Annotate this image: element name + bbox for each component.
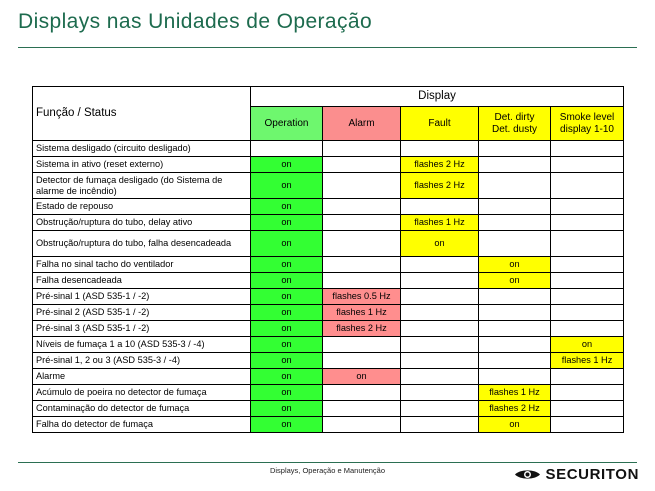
cell-smoke [551,173,624,199]
cell-dirty: on [479,417,551,433]
cell-fault [401,369,479,385]
cell-dirty [479,289,551,305]
cell-fault [401,401,479,417]
cell-smoke [551,401,624,417]
cell-smoke [551,231,624,257]
display-status-table-container [32,86,623,433]
brand-name: SECURITON [545,466,639,483]
cell-dirty [479,321,551,337]
brand-logo [514,466,639,483]
row-label: Obstrução/ruptura do tubo, falha desencadeada [33,231,251,257]
cell-fault [401,257,479,273]
row-label: Falha do detector de fumaça [33,417,251,433]
cell-dirty [479,305,551,321]
cell-fault [401,353,479,369]
cell-fault: flashes 2 Hz [401,173,479,199]
table-row [33,385,624,401]
cell-alarm: flashes 2 Hz [323,321,401,337]
cell-dirty [479,173,551,199]
cell-smoke [551,273,624,289]
header-display-group: Display [251,87,624,107]
cell-alarm: flashes 0.5 Hz [323,289,401,305]
cell-alarm [323,199,401,215]
cell-dirty: flashes 1 Hz [479,385,551,401]
cell-dirty [479,369,551,385]
table-row [33,353,624,369]
cell-dirty [479,231,551,257]
footer-caption: Displays, Operação e Manutenção [269,466,386,475]
cell-alarm [323,401,401,417]
cell-alarm [323,215,401,231]
cell-dirty [479,141,551,157]
cell-dirty: flashes 2 Hz [479,401,551,417]
header-operation: Operation [251,107,323,141]
row-label: Sistema in ativo (reset externo) [33,157,251,173]
cell-operation: on [251,321,323,337]
cell-fault: flashes 1 Hz [401,215,479,231]
table-header-group-row [33,87,624,107]
row-label: Pré-sinal 3 (ASD 535-1 / -2) [33,321,251,337]
cell-smoke [551,305,624,321]
cell-operation: on [251,173,323,199]
cell-operation: on [251,289,323,305]
cell-alarm [323,337,401,353]
cell-dirty [479,337,551,353]
cell-fault [401,305,479,321]
cell-operation: on [251,353,323,369]
cell-operation: on [251,257,323,273]
cell-smoke [551,141,624,157]
table-row [33,369,624,385]
header-smoke-level-line2: display 1-10 [560,123,614,135]
row-label: Obstrução/ruptura do tubo, delay ativo [33,215,251,231]
header-det-dirty-line1: Det. dirty [494,112,535,123]
row-label: Alarme [33,369,251,385]
cell-fault: on [401,231,479,257]
cell-fault [401,141,479,157]
cell-operation: on [251,337,323,353]
row-label: Estado de repouso [33,199,251,215]
header-alarm: Alarm [323,107,401,141]
row-label: Níveis de fumaça 1 a 10 (ASD 535-3 / -4) [33,337,251,353]
table-row [33,289,624,305]
cell-alarm [323,385,401,401]
cell-fault [401,337,479,353]
cell-smoke [551,199,624,215]
row-label: Contaminação do detector de fumaça [33,401,251,417]
row-label: Falha no sinal tacho do ventilador [33,257,251,273]
cell-dirty: on [479,257,551,273]
row-label: Pré-sinal 1 (ASD 535-1 / -2) [33,289,251,305]
cell-alarm [323,273,401,289]
cell-alarm [323,157,401,173]
cell-alarm: on [323,369,401,385]
cell-alarm [323,141,401,157]
row-label: Falha desencadeada [33,273,251,289]
cell-smoke [551,215,624,231]
cell-fault [401,417,479,433]
cell-operation: on [251,273,323,289]
cell-smoke [551,321,624,337]
cell-dirty [479,199,551,215]
cell-fault [401,385,479,401]
table-row [33,321,624,337]
table-row [33,173,624,199]
cell-alarm [323,417,401,433]
header-smoke-level [551,107,624,141]
header-det-dusty-line2: Det. dusty [491,123,538,135]
page-title: Displays nas Unidades de Operação [18,10,373,33]
cell-operation: on [251,231,323,257]
cell-operation [251,141,323,157]
table-row [33,337,624,353]
cell-operation: on [251,199,323,215]
header-det-dirty-dusty [479,107,551,141]
cell-fault [401,199,479,215]
cell-operation: on [251,401,323,417]
cell-dirty [479,157,551,173]
cell-fault [401,321,479,337]
table-row [33,141,624,157]
header-fault: Fault [401,107,479,141]
cell-smoke [551,289,624,305]
table-row [33,231,624,257]
footer-divider [18,462,637,463]
row-label: Acúmulo de poeira no detector de fumaça [33,385,251,401]
cell-dirty [479,353,551,369]
header-function-status: Função / Status [33,87,251,141]
cell-dirty: on [479,273,551,289]
header-smoke-level-line1: Smoke level [559,112,615,123]
cell-fault [401,273,479,289]
cell-smoke: flashes 1 Hz [551,353,624,369]
cell-operation: on [251,417,323,433]
cell-alarm [323,257,401,273]
cell-operation: on [251,385,323,401]
cell-smoke [551,157,624,173]
cell-operation: on [251,215,323,231]
table-row [33,273,624,289]
cell-alarm [323,231,401,257]
table-row [33,305,624,321]
table-row [33,417,624,433]
cell-smoke [551,257,624,273]
row-label: Pré-sinal 1, 2 ou 3 (ASD 535-3 / -4) [33,353,251,369]
cell-operation: on [251,369,323,385]
title-divider [18,47,637,48]
cell-dirty [479,215,551,231]
table-row [33,157,624,173]
cell-smoke: on [551,337,624,353]
eye-icon [514,468,541,481]
cell-smoke [551,385,624,401]
row-label: Pré-sinal 2 (ASD 535-1 / -2) [33,305,251,321]
table-row [33,257,624,273]
cell-operation: on [251,157,323,173]
cell-fault [401,289,479,305]
cell-alarm [323,173,401,199]
row-label: Sistema desligado (circuito desligado) [33,141,251,157]
cell-alarm [323,353,401,369]
cell-fault: flashes 2 Hz [401,157,479,173]
row-label: Detector de fumaça desligado (do Sistema de alarme de incêndio) [33,173,251,199]
cell-operation: on [251,305,323,321]
table-row [33,199,624,215]
table-row [33,215,624,231]
table-row [33,401,624,417]
cell-smoke [551,417,624,433]
cell-alarm: flashes 1 Hz [323,305,401,321]
display-status-table [32,86,624,433]
cell-smoke [551,369,624,385]
